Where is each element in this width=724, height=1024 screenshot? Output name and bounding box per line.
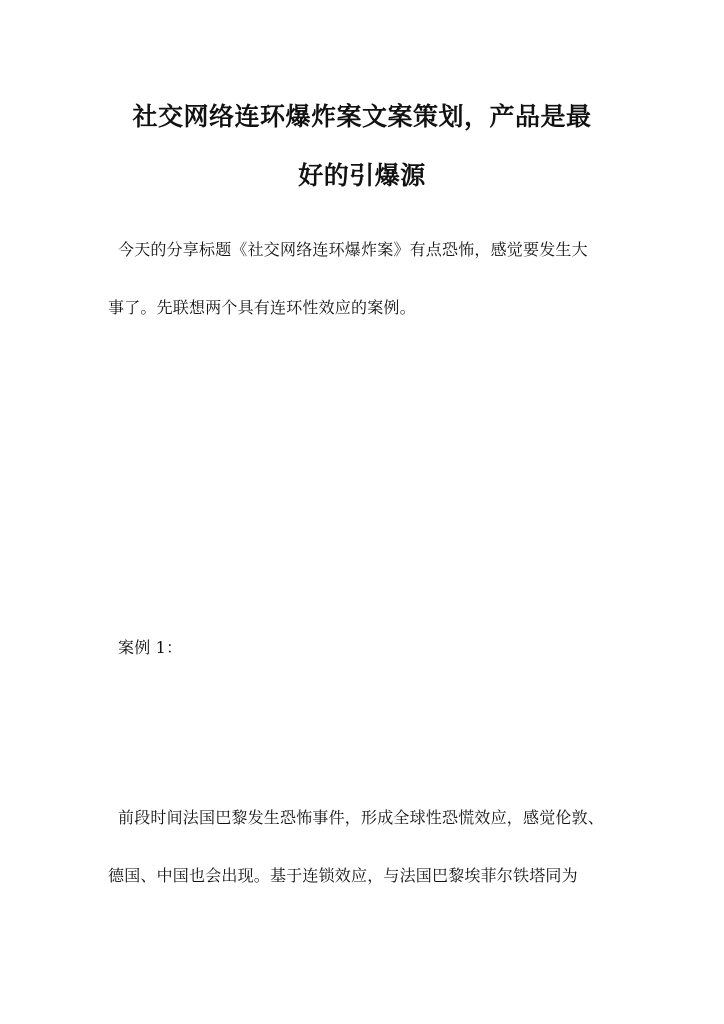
case-1-heading: 案例 1：: [118, 638, 183, 657]
paragraph-1-line-1: 今天的分享标题《社交网络连环爆炸案》有点恐怖，感觉要发生大: [118, 240, 588, 259]
document-title-line-1: 社交网络连环爆炸案文案策划，产品是最: [132, 102, 592, 131]
document-title-line-2: 好的引爆源: [298, 161, 426, 190]
paragraph-3-line-2: 德国、中国也会出现。基于连锁效应，与法国巴黎埃菲尔铁塔同为: [108, 866, 578, 885]
paragraph-1-line-2: 事了。先联想两个具有连环性效应的案例。: [108, 298, 416, 317]
paragraph-3-line-1: 前段时间法国巴黎发生恐怖事件，形成全球性恐慌效应，感觉伦敦、: [118, 808, 605, 827]
